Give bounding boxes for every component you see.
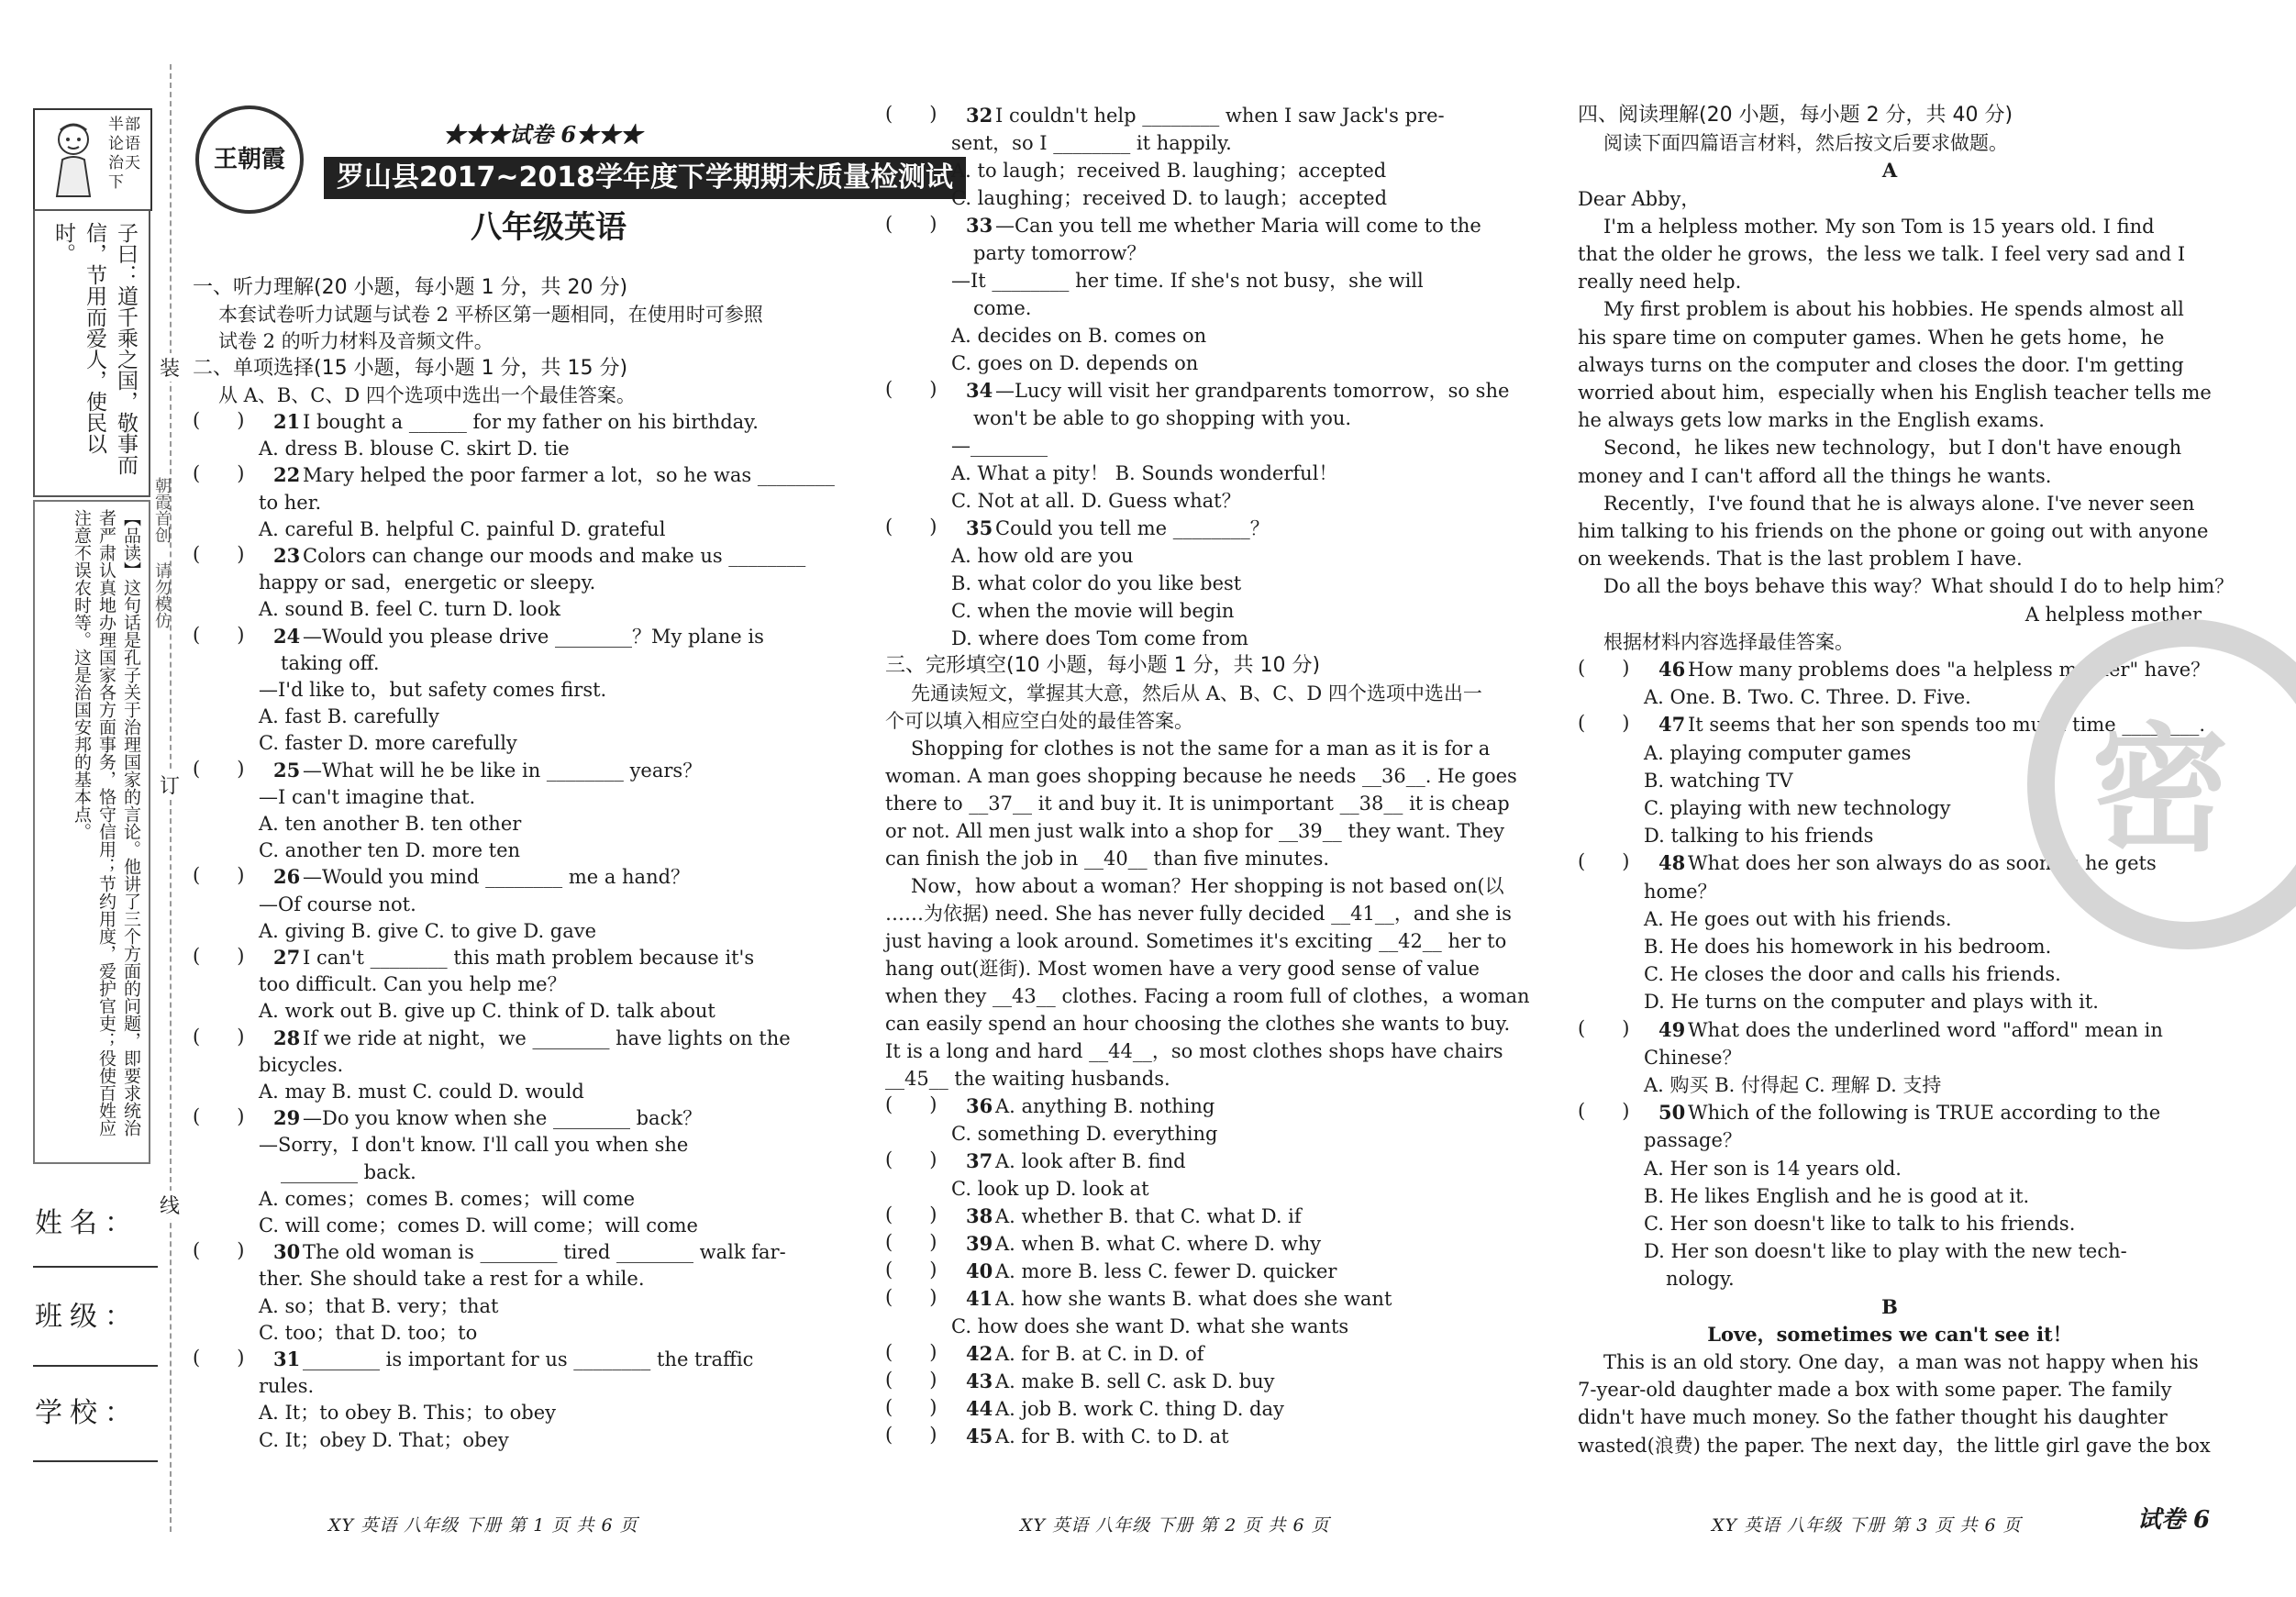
text-line: Shopping for clothes is not the same for a man as it is for a bbox=[911, 738, 1491, 760]
answer-bracket[interactable]: ( ) bbox=[193, 409, 245, 431]
column-2 bbox=[885, 0, 1530, 1597]
text-line: C. will come；comes D. will come；will come bbox=[259, 1214, 698, 1237]
text-line: D. where does Tom come from bbox=[951, 627, 1248, 649]
answer-bracket[interactable]: ( ) bbox=[193, 462, 245, 485]
text-line: C. It；obey D. That；obey bbox=[259, 1428, 509, 1451]
answer-bracket[interactable]: ( ) bbox=[1578, 850, 1630, 873]
text-line: —Of course not. bbox=[259, 893, 416, 915]
question-number: 48 bbox=[1658, 851, 1686, 875]
text-line: C. something D. everything bbox=[951, 1123, 1218, 1145]
answer-bracket[interactable]: ( ) bbox=[885, 1203, 937, 1225]
cartoon-char: 治 bbox=[108, 154, 124, 172]
review-text: 【品读】这句话是孔子关于治理国家的言论。他讲了三个方面的问题，即要求统治者严肃认真地办理国家各方面事务，恪守信用；节约用度，爱护官吏；役使百姓应注意不误农时等。这是治国安邦的基本点。 bbox=[72, 509, 141, 1137]
side-note: 朝霞首创 请勿模仿 bbox=[152, 477, 172, 628]
text-line: C. too；that D. too；to bbox=[259, 1321, 478, 1344]
page-title: 罗山县2017~2018学年度下学期期末质量检测试卷 bbox=[324, 157, 966, 199]
cartoon-caption bbox=[108, 116, 145, 193]
question-line: ________ is important for us ________ the traffic bbox=[303, 1348, 754, 1370]
text-line: 7-year-old daughter made a box with some paper. The family bbox=[1578, 1379, 2172, 1402]
text-line: Dear Abby， bbox=[1578, 187, 1701, 210]
question-number: 24 bbox=[273, 624, 301, 648]
text-line: A. He goes out with his friends. bbox=[1644, 907, 1952, 930]
text-line: happy or sad，energetic or sleepy. bbox=[259, 571, 596, 594]
text-line: A. giving B. give C. to give D. gave bbox=[259, 919, 597, 942]
question-number: 30 bbox=[273, 1240, 301, 1264]
text-line: A. One. B. Two. C. Three. D. Five. bbox=[1644, 686, 1971, 709]
text-line: B. He does his homework in his bedroom. bbox=[1644, 936, 2052, 958]
question-line: Which of the following is TRUE according to the bbox=[1688, 1102, 2161, 1125]
text-line: A. playing computer games bbox=[1644, 741, 1912, 764]
question-line: Could you tell me ________？ bbox=[995, 517, 1270, 539]
question-line: A. for B. at C. in D. of bbox=[995, 1343, 1204, 1365]
question-number: 34 bbox=[966, 379, 993, 402]
text-line: This is an old story. One day，a man was not happy when his bbox=[1603, 1351, 2199, 1373]
text-line: bicycles. bbox=[259, 1053, 344, 1076]
text-line: Recently，I've found that he is always alone. I've never seen bbox=[1603, 492, 2195, 515]
cartoon-box bbox=[33, 108, 152, 211]
text-line: 试卷 2 的听力材料及音频文件。 bbox=[218, 330, 494, 353]
text-line: 阅读下面四篇语言材料，然后按文后要求做题。 bbox=[1603, 132, 2008, 155]
review-box bbox=[33, 500, 150, 1164]
answer-bracket[interactable]: ( ) bbox=[193, 623, 245, 646]
question-line: If we ride at night，we ________ have lights on the bbox=[303, 1026, 791, 1049]
text-line: A. careful B. helpful C. painful D. grateful bbox=[259, 517, 666, 540]
text-line: home？ bbox=[1644, 880, 1717, 903]
text-line: A. fast B. carefully bbox=[259, 705, 439, 728]
answer-bracket[interactable]: ( ) bbox=[193, 757, 245, 780]
cut-label: 订 bbox=[154, 771, 185, 799]
question-number: 23 bbox=[273, 544, 301, 567]
text-line: taking off. bbox=[281, 651, 380, 674]
text-line: to her. bbox=[259, 491, 322, 514]
text-line: won't be able to go shopping with you. bbox=[973, 407, 1352, 429]
question-line: —What will he be like in ________ years？ bbox=[303, 759, 703, 782]
text-line: ther. She should take a rest for a while. bbox=[259, 1268, 645, 1291]
question-line: I couldn't help ________ when I saw Jack's pre- bbox=[995, 105, 1445, 127]
question-number: 38 bbox=[966, 1204, 993, 1227]
text-line: A. sound B. feel C. turn D. look bbox=[259, 598, 560, 621]
text-line: A. comes；comes B. comes；will come bbox=[259, 1187, 636, 1210]
cut-label: 线 bbox=[154, 1191, 185, 1219]
text-line: C. He closes the door and calls his friends. bbox=[1644, 963, 2061, 986]
text-line: or not. All men just walk into a shop for __39__ they want. They bbox=[885, 820, 1505, 842]
question-number: 29 bbox=[273, 1106, 301, 1130]
question-number: 26 bbox=[273, 865, 301, 889]
class-field[interactable] bbox=[33, 1365, 158, 1367]
page-footer-1: XY 英语 八年级 下册 第 1 页 共 6 页 bbox=[328, 1515, 638, 1536]
text-line: __45__ the waiting husbands. bbox=[885, 1068, 1170, 1090]
text-line: really need help. bbox=[1578, 271, 1742, 294]
answer-bracket[interactable]: ( ) bbox=[193, 945, 245, 967]
text-line: A. to laugh；received B. laughing；accepted bbox=[951, 160, 1387, 182]
name-field[interactable] bbox=[33, 1266, 158, 1268]
text-line: just having a look around. Sometimes it's exciting __42__ her to bbox=[885, 930, 1507, 952]
name-field-label: 姓名： bbox=[35, 1207, 139, 1239]
text-line: D. Her son doesn't like to play with the new tech- bbox=[1644, 1240, 2127, 1263]
answer-bracket[interactable]: ( ) bbox=[193, 543, 245, 565]
text-line: too difficult. Can you help me？ bbox=[259, 973, 567, 996]
question-number: 41 bbox=[966, 1287, 993, 1310]
question-number: 32 bbox=[966, 104, 993, 127]
text-line: can easily spend an hour choosing the clothes she wants to buy. bbox=[885, 1013, 1511, 1035]
text-line: A helpless mother bbox=[2024, 603, 2202, 626]
question-number: 39 bbox=[966, 1232, 993, 1255]
question-number: 28 bbox=[273, 1026, 301, 1049]
question-line: Mary helped the poor farmer a lot，so he was ________ bbox=[303, 464, 835, 487]
question-number: 45 bbox=[966, 1425, 993, 1447]
question-line: Colors can change our moods and make us ________ bbox=[303, 545, 806, 567]
question-number: 25 bbox=[273, 758, 301, 782]
section-heading: 一、听力理解(20 小题，每小题 1 分，共 20 分) bbox=[193, 276, 628, 299]
text-line: B. what color do you like best bbox=[951, 572, 1242, 594]
answer-bracket[interactable]: ( ) bbox=[1578, 657, 1630, 679]
question-number: 35 bbox=[966, 516, 993, 539]
question-number: 43 bbox=[966, 1370, 993, 1392]
text-line: D. talking to his friends bbox=[1644, 825, 1874, 848]
answer-bracket[interactable]: ( ) bbox=[885, 1369, 937, 1391]
class-field-label: 班级： bbox=[35, 1301, 139, 1333]
section-heading: 二、单项选择(15 小题，每小题 1 分，共 15 分) bbox=[193, 356, 628, 380]
text-line: I'm a helpless mother. My son Tom is 15 years old. I find bbox=[1603, 215, 2155, 238]
question-number: 33 bbox=[966, 214, 993, 237]
question-number: 36 bbox=[966, 1094, 993, 1117]
answer-bracket[interactable]: ( ) bbox=[885, 1259, 937, 1281]
question-number: 40 bbox=[966, 1259, 993, 1282]
question-line: A. job B. work C. thing D. day bbox=[995, 1398, 1284, 1420]
text-line: A. decides on B. comes on bbox=[951, 325, 1207, 347]
column-1 bbox=[193, 0, 835, 1597]
text-line: C. look up D. look at bbox=[951, 1178, 1149, 1200]
question-line: I bought a ______ for my father on his birthday. bbox=[303, 411, 759, 433]
answer-bracket[interactable]: ( ) bbox=[1578, 1016, 1630, 1039]
question-line: A. whether B. that C. what D. if bbox=[995, 1205, 1302, 1227]
text-line: ……为依据) need. She has never fully decided __41__，and she is bbox=[885, 903, 1512, 925]
text-line: rules. bbox=[259, 1375, 315, 1398]
question-line: The old woman is ________ tired ________ walk far- bbox=[303, 1241, 786, 1264]
answer-bracket[interactable]: ( ) bbox=[885, 1424, 937, 1446]
text-line: D. He turns on the computer and plays with it. bbox=[1644, 991, 2099, 1014]
school-field[interactable] bbox=[33, 1460, 158, 1462]
text-line: 个可以填入相应空白处的最佳答案。 bbox=[885, 710, 1193, 732]
question-line: What does her son always do as soon as he gets bbox=[1688, 852, 2157, 875]
cartoon-char: 天 bbox=[125, 154, 140, 172]
answer-bracket[interactable]: ( ) bbox=[193, 864, 245, 887]
seal-char: 密 bbox=[2091, 711, 2229, 871]
question-number: 21 bbox=[273, 410, 301, 433]
text-line: on weekends. That is the last problem I have. bbox=[1578, 548, 2023, 571]
text-line: It is a long and hard __44__，so most clothes shops have chairs bbox=[885, 1040, 1503, 1062]
answer-bracket[interactable]: ( ) bbox=[1578, 1100, 1630, 1123]
text-line: B. watching TV bbox=[1644, 769, 1793, 792]
text-line: him talking to his friends on the phone or going out with anyone bbox=[1578, 520, 2209, 542]
confucius-cartoon-icon bbox=[46, 119, 101, 198]
text-line: there to __37__ it and buy it. It is unimportant __38__ it is cheap bbox=[885, 793, 1510, 815]
page-footer-2: XY 英语 八年级 下册 第 2 页 共 6 页 bbox=[1020, 1515, 1330, 1536]
text-line: A. dress B. blouse C. skirt D. tie bbox=[259, 438, 570, 460]
text-line: 先通读短文，掌握其大意，然后从 A、B、C、D 四个选项中选出一 bbox=[911, 682, 1482, 704]
motto-text: 子曰：道千乘之国，敬事而信，节用而爱人，使民以时。 bbox=[51, 222, 138, 475]
question-number: 37 bbox=[966, 1149, 993, 1172]
text-line: C. goes on D. depends on bbox=[951, 352, 1199, 374]
text-line: 从 A、B、C、D 四个选项中选出一个最佳答案。 bbox=[218, 383, 636, 406]
question-line: A. more B. less C. fewer D. quicker bbox=[995, 1260, 1337, 1282]
text-line: C. when the movie will begin bbox=[951, 600, 1235, 622]
question-number: 49 bbox=[1658, 1017, 1686, 1041]
text-line: ________ back. bbox=[281, 1160, 416, 1183]
text-line: C. playing with new technology bbox=[1644, 797, 1951, 819]
question-line: A. make B. sell C. ask D. buy bbox=[995, 1370, 1275, 1392]
answer-bracket[interactable]: ( ) bbox=[885, 1396, 937, 1418]
cut-label: 装 bbox=[154, 353, 185, 382]
question-number: 27 bbox=[273, 946, 301, 969]
question-number: 47 bbox=[1658, 713, 1686, 737]
text-line: C. faster D. more carefully bbox=[259, 732, 517, 755]
text-line: C. Her son doesn't like to talk to his friends. bbox=[1644, 1213, 2076, 1235]
answer-bracket[interactable]: ( ) bbox=[193, 1239, 245, 1262]
answer-bracket[interactable]: ( ) bbox=[885, 1148, 937, 1170]
text-line: —________ bbox=[951, 435, 1048, 457]
question-number: 46 bbox=[1658, 658, 1686, 681]
text-line: B bbox=[1881, 1294, 1898, 1318]
text-line: that the older he grows，the less we talk. I feel very sad and I bbox=[1578, 243, 2186, 265]
text-line: woman. A man goes shopping because he needs __36__. He goes bbox=[885, 765, 1517, 787]
answer-bracket[interactable]: ( ) bbox=[193, 1025, 245, 1048]
text-line: when they __43__ clothes. Facing a room full of clothes，a woman bbox=[885, 985, 1530, 1007]
cartoon-char: 部 bbox=[125, 116, 140, 134]
text-line: Now，how about a woman？Her shopping is not based on(以 bbox=[911, 875, 1504, 897]
text-line: 根据材料内容选择最佳答案。 bbox=[1603, 630, 1854, 653]
text-line: A. What a pity！ B. Sounds wonderful！ bbox=[951, 462, 1338, 484]
text-line: didn't have much money. So the father thought his daughter bbox=[1578, 1406, 2168, 1429]
binding-strip bbox=[0, 0, 179, 1597]
text-line: hang out(逛街). Most women have a very good sense of value bbox=[885, 958, 1480, 980]
answer-bracket[interactable]: ( ) bbox=[885, 1231, 937, 1253]
text-line: —I can't imagine that. bbox=[259, 785, 476, 808]
answer-bracket[interactable]: ( ) bbox=[885, 103, 937, 125]
text-line: wasted(浪费) the paper. The next day，the little girl gave the box bbox=[1578, 1434, 2211, 1457]
question-line: A. when B. what C. where D. why bbox=[995, 1233, 1322, 1255]
question-line: —Lucy will visit her grandparents tomorrow，so she bbox=[995, 380, 1510, 402]
text-line: C. Not at all. D. Guess what？ bbox=[951, 490, 1241, 512]
question-line: A. for B. with C. to D. at bbox=[995, 1425, 1229, 1447]
text-line: he always gets low marks in the English exams. bbox=[1578, 409, 2045, 432]
answer-bracket[interactable]: ( ) bbox=[885, 1093, 937, 1115]
text-line: My first problem is about his hobbies. He spends almost all bbox=[1603, 298, 2184, 321]
question-line: —Do you know when she ________ back？ bbox=[303, 1107, 703, 1130]
motto-box bbox=[33, 209, 150, 497]
question-line: I can't ________ this math problem because it's bbox=[303, 947, 755, 969]
text-line: can finish the job in __40__ than five minutes. bbox=[885, 848, 1330, 870]
text-line: 本套试卷听力试题与试卷 2 平桥区第一题相同，在使用时可参照 bbox=[218, 304, 763, 327]
section-heading: 三、完形填空(10 小题，每小题 1 分，共 10 分) bbox=[885, 654, 1321, 677]
text-line: A bbox=[1881, 159, 1898, 183]
text-line: B. He likes English and he is good at it. bbox=[1644, 1184, 2030, 1207]
answer-bracket[interactable]: ( ) bbox=[193, 1105, 245, 1128]
page-subtitle: 八年级英语 bbox=[471, 209, 627, 246]
corner-label: 试卷 6 bbox=[2137, 1506, 2211, 1534]
answer-bracket[interactable]: ( ) bbox=[885, 1341, 937, 1363]
answer-bracket[interactable]: ( ) bbox=[193, 1347, 245, 1369]
text-line: worried about him，especially when his English teacher tells me bbox=[1578, 382, 2212, 404]
question-line: —Would you mind ________ me a hand？ bbox=[303, 866, 691, 889]
question-line: How many problems does "a helpless mother" have？ bbox=[1688, 659, 2211, 681]
question-line: —Can you tell me whether Maria will come to the bbox=[995, 215, 1481, 237]
cartoon-char: 半 bbox=[108, 116, 124, 134]
question-line: A. look after B. find bbox=[995, 1150, 1186, 1172]
text-line: A. ten another B. ten other bbox=[259, 813, 522, 835]
question-line: A. anything B. nothing bbox=[995, 1095, 1215, 1117]
cartoon-char: 语 bbox=[125, 135, 140, 153]
text-line: his spare time on computer games. When he gets home，he bbox=[1578, 326, 2165, 349]
text-line: C. how does she want D. what she wants bbox=[951, 1315, 1349, 1337]
text-line: Love，sometimes we can't see it！ bbox=[1707, 1322, 2072, 1346]
text-line: C. laughing；received D. to laugh；accepted bbox=[951, 187, 1388, 209]
text-line: nology. bbox=[1666, 1268, 1735, 1291]
cartoon-char: 下 bbox=[108, 173, 124, 192]
text-line: passage？ bbox=[1644, 1129, 1742, 1152]
text-line: A. may B. must C. could D. would bbox=[259, 1081, 584, 1103]
answer-bracket[interactable]: ( ) bbox=[885, 1286, 937, 1308]
question-line: It seems that her son spends too much time ________. bbox=[1688, 714, 2206, 737]
exam-number: ★★★试卷 6★★★ bbox=[443, 121, 643, 148]
text-line: party tomorrow？ bbox=[973, 242, 1147, 264]
question-number: 50 bbox=[1658, 1101, 1686, 1125]
question-number: 42 bbox=[966, 1342, 993, 1365]
text-line: Chinese？ bbox=[1644, 1046, 1742, 1069]
section-heading: 四、阅读理解(20 小题，每小题 2 分，共 40 分) bbox=[1578, 104, 2013, 127]
school-field-label: 学校： bbox=[35, 1397, 139, 1429]
question-number: 31 bbox=[273, 1347, 301, 1370]
text-line: always turns on the computer and closes the door. I'm getting bbox=[1578, 353, 2184, 376]
text-line: come. bbox=[973, 297, 1032, 319]
text-line: —I'd like to，but safety comes first. bbox=[259, 679, 607, 701]
text-line: —Sorry，I don't know. I'll call you when she bbox=[259, 1134, 689, 1157]
text-line: A. Her son is 14 years old. bbox=[1644, 1157, 1902, 1180]
logo-text: 王朝霞 bbox=[213, 146, 285, 173]
question-line: What does the underlined word "afford" mean in bbox=[1688, 1018, 2163, 1041]
question-line: A. how she wants B. what does she want bbox=[995, 1288, 1392, 1310]
answer-bracket[interactable]: ( ) bbox=[885, 516, 937, 538]
text-line: A. It；to obey B. This；to obey bbox=[259, 1402, 557, 1425]
page-footer-3: XY 英语 八年级 下册 第 3 页 共 6 页 bbox=[1712, 1515, 2022, 1536]
text-line: Do all the boys behave this way？What should I do to help him？ bbox=[1603, 575, 2235, 598]
text-line: A. 购买 B. 付得起 C. 理解 D. 支持 bbox=[1644, 1074, 1942, 1096]
answer-bracket[interactable]: ( ) bbox=[1578, 712, 1630, 735]
text-line: A. work out B. give up C. think of D. talk about bbox=[259, 1000, 715, 1023]
question-line: —Would you please drive ________？My plane is bbox=[303, 625, 764, 648]
text-line: Second，he likes new technology，but I don't have enough bbox=[1603, 437, 2182, 460]
text-line: C. another ten D. more ten bbox=[259, 839, 521, 862]
answer-bracket[interactable]: ( ) bbox=[885, 213, 937, 235]
question-number: 22 bbox=[273, 463, 301, 487]
text-line: —It ________ her time. If she's not busy，she will bbox=[951, 270, 1424, 292]
answer-bracket[interactable]: ( ) bbox=[885, 378, 937, 400]
question-number: 44 bbox=[966, 1397, 993, 1420]
cartoon-char: 论 bbox=[108, 135, 124, 153]
text-line: sent，so I ________ it happily. bbox=[951, 132, 1232, 154]
text-line: A. so；that B. very；that bbox=[259, 1294, 499, 1317]
text-line: money and I can't afford all the things he wants. bbox=[1578, 464, 2052, 487]
text-line: A. how old are you bbox=[951, 545, 1134, 567]
